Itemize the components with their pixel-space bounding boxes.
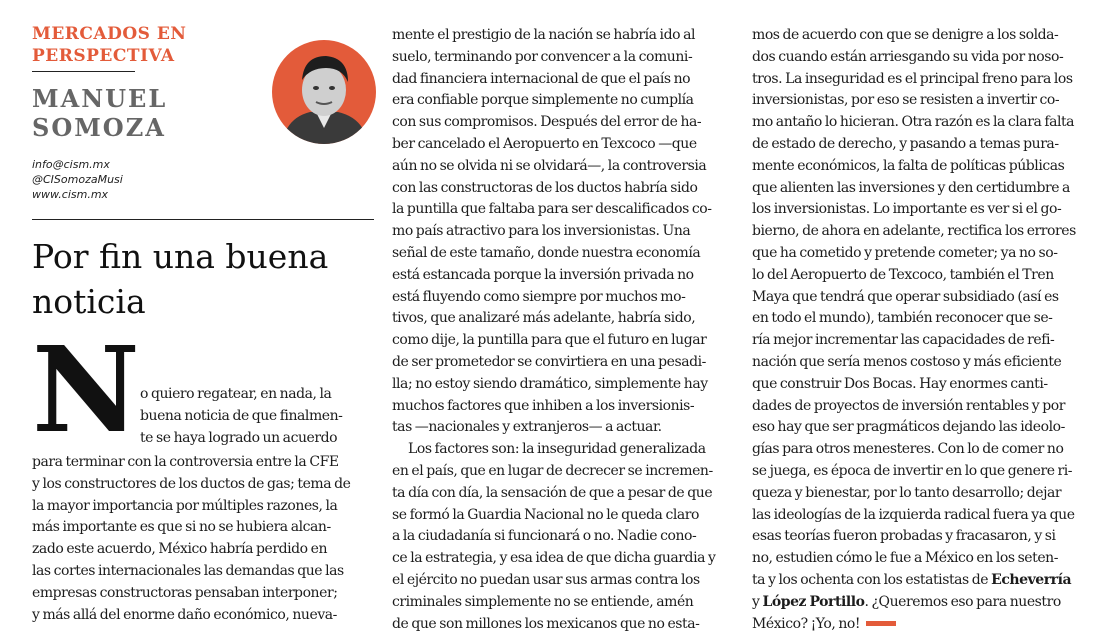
author-portrait xyxy=(272,40,376,144)
text-line: con sus compromisos. Después del error de ha- xyxy=(392,114,702,131)
contact-website[interactable]: www.cism.mx xyxy=(32,188,109,201)
text-line: gías para otros menesteres. Con lo de comer no xyxy=(752,441,1064,458)
text-line: muchos factores que inhiben a los inversionis- xyxy=(392,397,695,414)
text-line: lla; no estoy siendo dramático, simplemente hay xyxy=(392,375,708,392)
text-line: eso hay que ser pragmáticos dejando las ideolo- xyxy=(752,419,1065,436)
text-line xyxy=(752,570,1093,592)
text-line: ta día con día, la sensación de que a pesar de que xyxy=(392,484,713,501)
text-fragment: México? ¡Yo, no! xyxy=(752,615,861,632)
text-fragment: . ¿Queremos eso para nuestro xyxy=(864,593,1061,610)
text-line: y los constructores de los ductos de gas; tema de xyxy=(32,475,351,492)
text-line: que construir Dos Bocas. Hay enormes canti- xyxy=(752,375,1048,392)
article-headline: Por fin una buena noticia xyxy=(32,237,329,321)
text-line: bierno, de ahora en adelante, rectifica los errores xyxy=(752,223,1076,240)
text-line: zado este acuerdo, México habría perdido en xyxy=(32,541,328,558)
text-line: te se haya logrado un acuerdo xyxy=(140,429,338,446)
text-line: mente el prestigio de la nación se habría ido al xyxy=(392,27,696,43)
text-line: tros. La inseguridad es el principal freno para los xyxy=(752,70,1073,87)
text-line: inversionistas, por eso se resisten a invertir co- xyxy=(752,92,1060,109)
text-line: mo antaño lo hicieran. Otra razón es la clara falta xyxy=(752,114,1075,131)
text-line: en todo el mundo), también reconocer que se- xyxy=(752,310,1053,327)
text-line xyxy=(752,614,1093,635)
author-contacts xyxy=(32,157,222,202)
text-line: como dije, la puntilla para que el futuro en lugar xyxy=(392,332,707,349)
contact-twitter[interactable]: @CISomozaMusi xyxy=(32,173,123,186)
text-line xyxy=(752,592,1093,614)
text-line: los inversionistas. Lo importante es ver si el go- xyxy=(752,201,1062,218)
column-3-body xyxy=(752,25,1093,635)
text-line: ber cancelado el Aeropuerto en Texcoco —que xyxy=(392,135,697,152)
text-line: aún no se olvida ni se olvidará—, la controversia xyxy=(392,157,707,174)
text-line: se formó la Guardia Nacional no le queda claro xyxy=(392,506,699,523)
text-line: está fluyendo como siempre por muchos mo- xyxy=(392,288,686,305)
text-line: de ser prometedor se convirtiera en una pesadi- xyxy=(392,353,706,370)
text-line: esas teorías fueron probadas y fracasaron, y si xyxy=(752,528,1056,545)
header-divider xyxy=(32,71,135,72)
text-line: mos de acuerdo con que se denigre a los solda- xyxy=(752,27,1059,43)
paragraph-start-line: Los factores son: la inseguridad generalizada xyxy=(408,441,706,458)
text-line: con las constructoras de los ductos habría sido xyxy=(392,179,698,196)
contact-email[interactable]: info@cism.mx xyxy=(32,158,110,171)
text-line: dad financiera internacional de que el país no xyxy=(392,70,691,87)
column-2-body xyxy=(392,25,735,635)
text-line: era confiable porque simplemente no cumplía xyxy=(392,92,694,109)
text-line: las ideologías de la izquierda radical fuera ya que xyxy=(752,506,1075,523)
text-line: que ha cometido y pretende cometer; ya no so- xyxy=(752,244,1058,261)
headline-divider xyxy=(32,219,374,220)
text-line: mo país atractivo para los inversionistas. Una xyxy=(392,223,691,240)
text-line: criminales simplemente no se entiende, amén xyxy=(392,593,694,610)
text-line: en el país, que en lugar de decrecer se incremen- xyxy=(392,462,713,479)
text-line: dades de proyectos de inversión rentables y por xyxy=(752,397,1065,414)
column-1-body xyxy=(32,452,372,626)
drop-cap: N xyxy=(32,320,140,459)
text-line: mente económicos, la falta de políticas públicas xyxy=(752,157,1065,174)
lead-paragraph xyxy=(140,384,372,449)
author-name: MANUEL SOMOZA xyxy=(32,84,168,142)
text-line: de que son millones los mexicanos que no esta- xyxy=(392,615,700,632)
text-line: empresas constructoras pensaban interponer; xyxy=(32,584,338,601)
text-line: dos cuando están arriesgando su vida por noso- xyxy=(752,48,1064,65)
text-line: las cortes internacionales las demandas que las xyxy=(32,562,344,579)
highlighted-name: Echeverría xyxy=(991,571,1072,588)
text-line: está estancada porque la inversión privada no xyxy=(392,266,694,283)
text-fragment: y xyxy=(752,593,763,610)
text-line: tas —nacionales y extranjeros— a actuar. xyxy=(392,419,662,436)
text-line: y más allá del enorme daño económico, nueva- xyxy=(32,606,337,623)
text-line: queza y bienestar, por lo tanto desarrollo; dejar xyxy=(752,484,1062,501)
text-line: la puntilla que faltaba para ser descalificados co- xyxy=(392,201,712,218)
text-line: Maya que tendrá que operar subsidiado (así es xyxy=(752,288,1059,305)
section-title: MERCADOS EN PERSPECTIVA xyxy=(32,24,187,66)
text-line: a la ciudadanía si funcionará o no. Nadie cono- xyxy=(392,528,697,545)
text-line: ce la estrategia, y esa idea de que dicha guardia y xyxy=(392,550,716,567)
text-line: de estado de derecho, y pasando a temas pura- xyxy=(752,135,1059,152)
text-line: señal de este tamaño, donde nuestra economía xyxy=(392,244,701,261)
text-line: tivos, que analizaré más adelante, habría sido, xyxy=(392,310,696,327)
text-line: suelo, terminando por convencer a la comuni- xyxy=(392,48,693,65)
text-line: buena noticia de que finalmen- xyxy=(140,407,343,424)
text-line: más importante es que si no se hubiera alcan- xyxy=(32,519,331,536)
text-line: ría mejor incrementar las capacidades de refi- xyxy=(752,332,1055,349)
text-line: que alienten las inversiones y den certidumbre a xyxy=(752,179,1070,196)
highlighted-name: López Portillo xyxy=(762,593,865,610)
text-line: la mayor importancia por múltiples razones, la xyxy=(32,497,338,514)
text-line: no, estudien cómo le fue a México en los seten- xyxy=(752,550,1059,567)
text-line: el ejército no puedan usar sus armas contra los xyxy=(392,571,700,588)
text-line: nación que sería menos costoso y más eficiente xyxy=(752,353,1062,370)
text-line: para terminar con la controversia entre la CFE xyxy=(32,454,339,470)
text-line: lo del Aeropuerto de Texcoco, también el Tren xyxy=(752,266,1054,283)
text-fragment: ta y los ochenta con los estatistas de xyxy=(752,571,992,588)
text-line: se juega, es época de invertir en lo que genere ri- xyxy=(752,462,1073,479)
text-line: o quiero regatear, en nada, la xyxy=(140,386,332,402)
end-of-article-mark xyxy=(866,621,896,626)
